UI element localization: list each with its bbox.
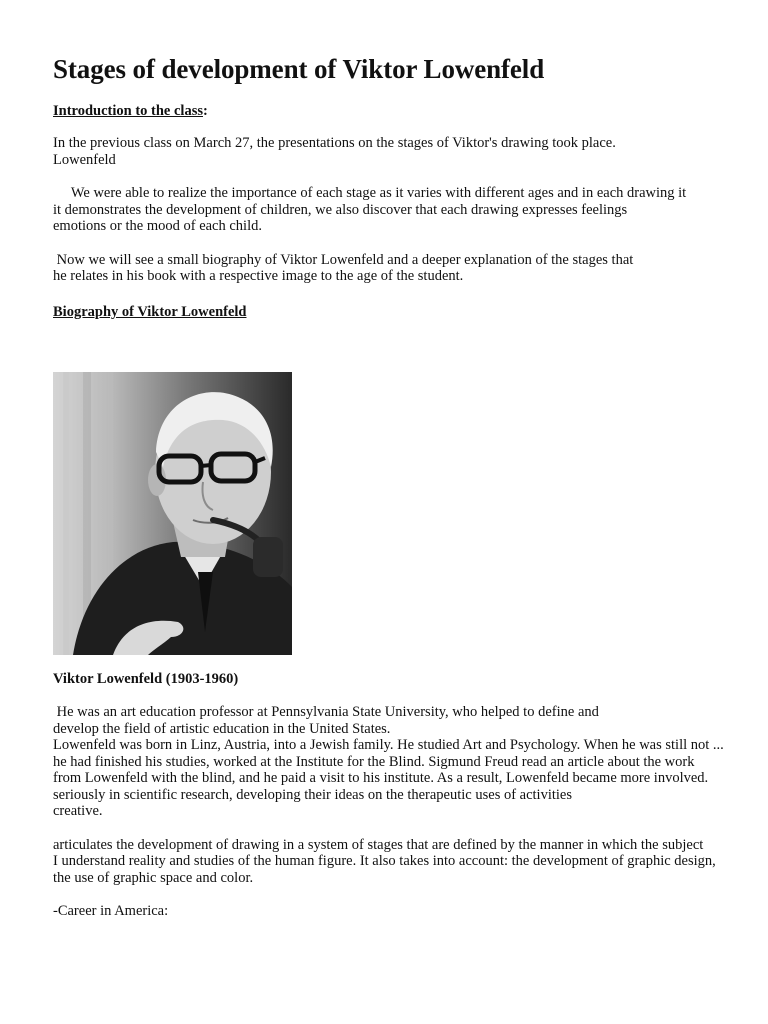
text-line: Lowenfeld was born in Linz, Austria, into a Jewish family. He studied Art and Psychology. When he was still not ... [53,737,724,753]
photo-caption: Viktor Lowenfeld (1903-1960) [53,671,239,687]
document-page [53,52,733,321]
intro-paragraph-3 [53,252,733,285]
text-line: We were able to realize the importance of each stage as it varies with different ages and in each drawing it [53,185,687,201]
intro-heading-colon: : [202,103,208,119]
career-subheading: -Career in America: [53,903,169,919]
biography-paragraph-1 [53,704,753,820]
text-line: Lowenfeld [53,151,116,168]
intro-paragraph-1 [53,135,733,168]
text-line: develop the field of artistic education in the United States. [53,720,391,737]
intro-heading-text: Introduction to the class [53,103,203,119]
text-line: Now we will see a small biography of Viktor Lowenfeld and a deeper explanation of the stages that [53,251,634,268]
text-line: In the previous class on March 27, the presentations on the stages of Viktor's drawing took place. [53,135,616,151]
text-line: I understand reality and studies of the human figure. It also takes into account: the development of graphic design, [53,853,716,869]
text-line: the use of graphic space and color. [53,869,254,886]
text-line: seriously in scientific research, developing their ideas on the therapeutic uses of activities [53,786,573,803]
portrait-illustration [53,372,292,655]
text-line: He was an art education professor at Pennsylvania State University, who helped to define and [53,704,599,720]
biography-section [53,670,753,920]
text-line: articulates the development of drawing in a system of stages that are defined by the manner in which the subject [53,836,704,853]
text-line: he relates in his book with a respective image to the age of the student. [53,268,464,284]
text-line: he had finished his studies, worked at the Institute for the Blind. Sigmund Freud read an article about the work [53,753,695,770]
text-line: emotions or the mood of each child. [53,218,262,234]
biography-heading-text: Biography of Viktor Lowenfeld [53,303,247,320]
intro-heading [53,102,733,120]
text-line: it demonstrates the development of children, we also discover that each drawing expresses feelings [53,201,628,218]
text-line: from Lowenfeld with the blind, and he paid a visit to his institute. As a result, Lowenfeld became more involved. [53,770,709,786]
text-line: creative. [53,803,103,819]
portrait-photo [53,372,292,655]
intro-paragraph-2 [53,185,733,235]
biography-heading [53,303,733,321]
biography-paragraph-2 [53,837,753,887]
page-title: Stages of development of Viktor Lowenfeld [53,54,545,84]
